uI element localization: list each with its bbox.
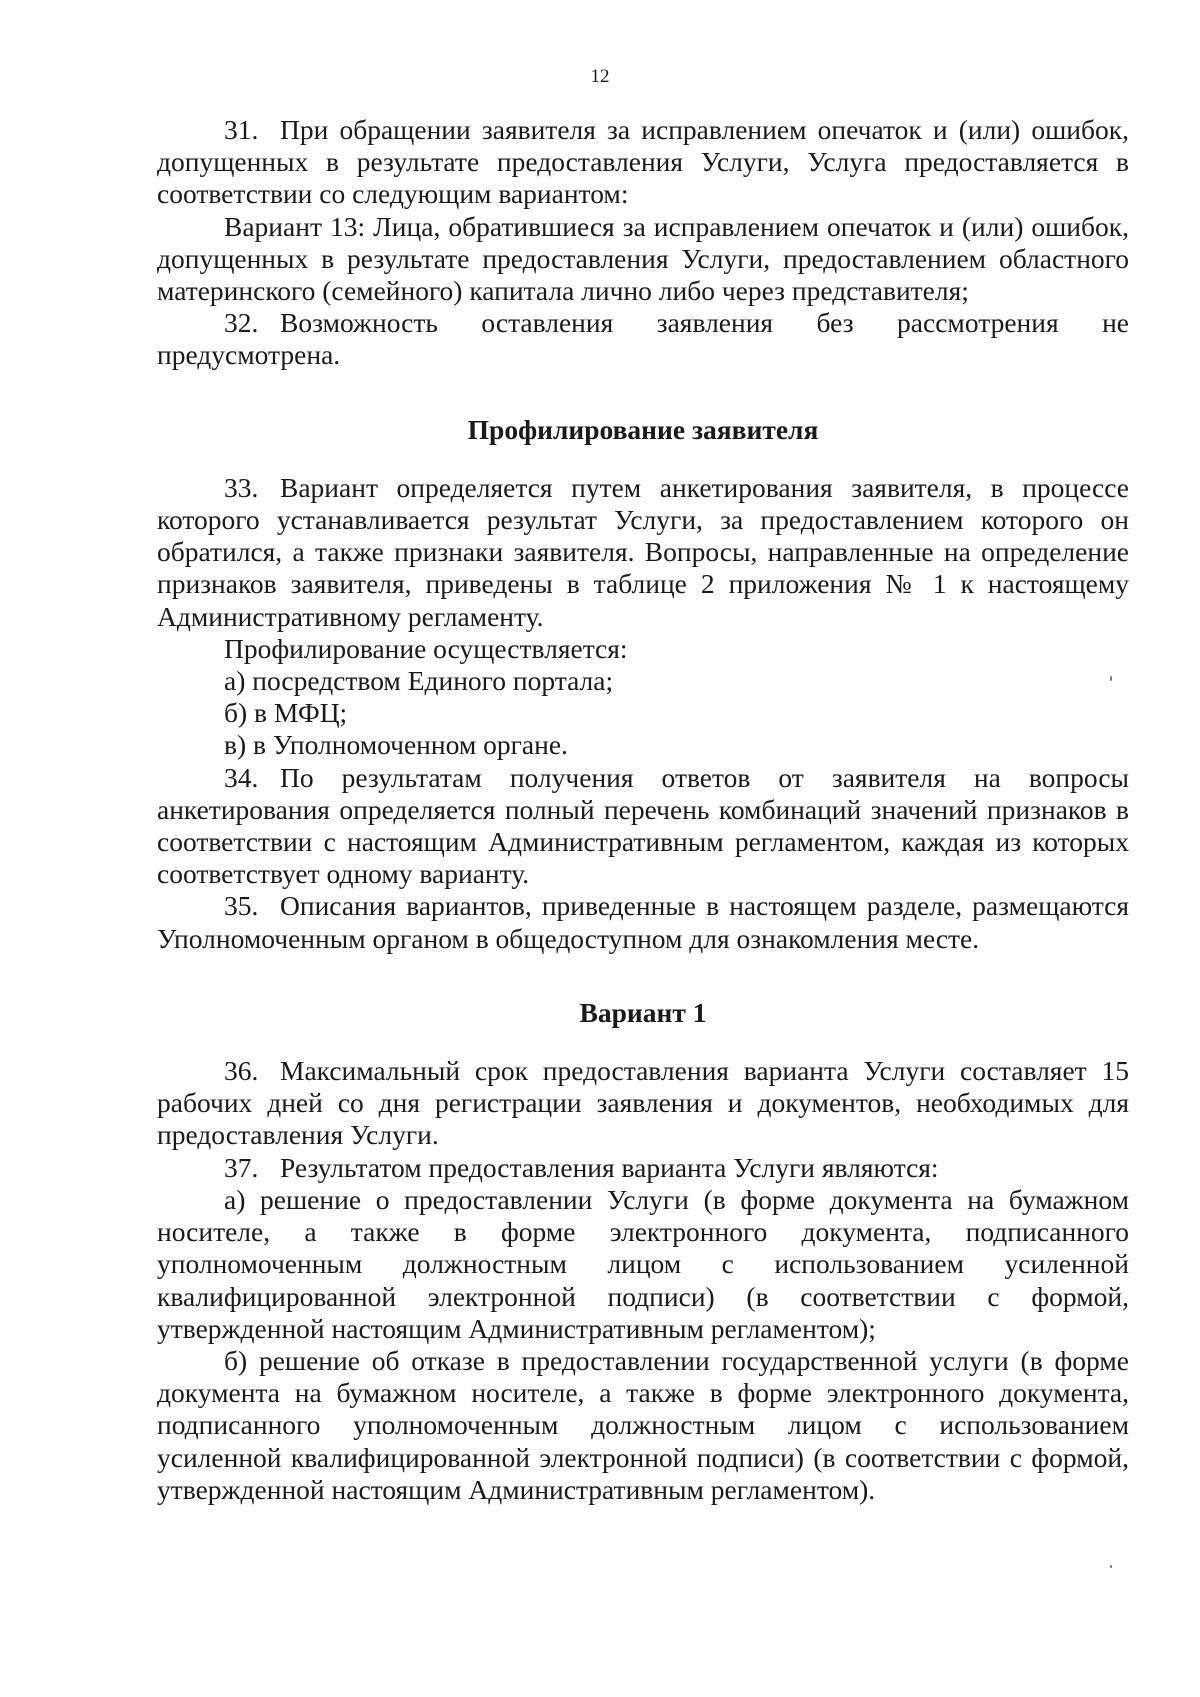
paragraph-text: б) решение об отказе в предоставлении государственной услуги (в форме документа на бумажном носителе, а также в форме электронного документа, подписанного уполномоченным должностным лицом с использованием усиленной квалифицированной электронной подписи) (в соответствии с формой, утвержденной настоящим Административным регламентом). — [157, 1344, 1129, 1505]
page-number: 12 — [590, 66, 610, 87]
paragraph-text: Описания вариантов, приведенные в настоящем разделе, размещаются Уполномоченным органом в общедоступном для ознакомления месте. — [157, 890, 1129, 954]
paragraph-number: 36. — [224, 1055, 259, 1087]
paragraph-text: Вариант определяется путем анкетирования заявителя, в процессе которого устанавливается результат Услуги, за предоставлением которого он обратился, а также признаки заявителя. Вопросы, направленные на определение признаков заявителя, приведены в таблице 2 приложения № 1 к настоящему Административному регламенту. — [157, 471, 1129, 632]
paragraph-number: 33. — [224, 471, 259, 503]
paragraph-text: Возможность оставления заявления без рассмотрения не предусмотрена. — [157, 307, 1129, 371]
paragraph-32 — [157, 307, 1129, 371]
paragraph-31 — [157, 114, 1129, 211]
paragraph-number: 31. — [224, 114, 259, 145]
section-heading-profiling: Профилирование заявителя — [467, 413, 819, 445]
document-body — [157, 114, 1129, 1506]
paragraph-number: 34. — [224, 761, 259, 793]
paragraph-number: 37. — [224, 1151, 259, 1183]
paragraph-text: При обращении заявителя за исправлением опечаток и (или) ошибок, допущенных в результате предоставления Услуги, Услуга предоставляется в соответствии со следующим вариантом: — [157, 114, 1129, 210]
paragraph-profiling-intro — [157, 633, 1129, 665]
paragraph-37 — [157, 1152, 1129, 1184]
paragraph-text: Профилирование осуществляется: — [224, 632, 628, 664]
paragraph-number: 35. — [224, 890, 259, 922]
paragraph-34 — [157, 762, 1129, 891]
paragraph-variant-13 — [157, 211, 1129, 308]
paragraph-37-a — [157, 1184, 1129, 1345]
paragraph-text: Результатом предоставления варианта Услуги являются: — [280, 1151, 939, 1183]
paragraph-text: Вариант 13: Лица, обратившиеся за исправлением опечаток и (или) ошибок, допущенных в результате предоставления Услуги, предоставлением областного материнского (семейного) капитала лично либо через представителя; — [157, 210, 1129, 307]
list-item: а) посредством Единого портала; — [224, 665, 614, 697]
list-item: б) в МФЦ; — [224, 697, 348, 729]
scan-speck — [1110, 1565, 1112, 1568]
paragraph-text: Максимальный срок предоставления варианта Услуги составляет 15 рабочих дней со дня регистрации заявления и документов, необходимых для предоставления Услуги. — [157, 1055, 1129, 1151]
list-item: в) в Уполномоченном органе. — [224, 729, 568, 761]
scan-speck — [1110, 676, 1112, 681]
paragraph-37-b — [157, 1345, 1129, 1506]
paragraph-36 — [157, 1055, 1129, 1152]
paragraph-text: По результатам получения ответов от заявителя на вопросы анкетирования определяется полный перечень комбинаций значений признаков в соответствии с настоящим Административным регламентом, каждая из которых соответствует одному варианту. — [157, 761, 1129, 890]
section-heading-variant-1: Вариант 1 — [579, 996, 707, 1028]
paragraph-35 — [157, 890, 1129, 954]
paragraph-number: 32. — [224, 307, 259, 339]
paragraph-text: а) решение о предоставлении Услуги (в форме документа на бумажном носителе, а также в форме электронного документа, подписанного уполномоченным должностным лицом с использованием усиленной квалифицированной электронной подписи) (в соответствии с формой, утвержденной настоящим Административным регламентом); — [157, 1183, 1129, 1344]
paragraph-33 — [157, 472, 1129, 633]
